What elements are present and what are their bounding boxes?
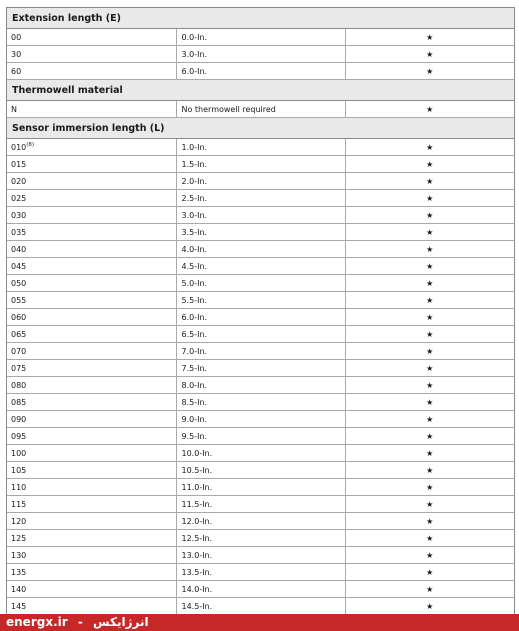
table-row	[7, 258, 514, 275]
option-code-cell	[7, 207, 176, 224]
option-code: 010	[11, 143, 27, 152]
section-header	[7, 8, 514, 29]
table-row	[7, 63, 514, 80]
table-row	[7, 360, 514, 377]
option-description: 3.0-In.	[176, 207, 345, 224]
option-description: 1.0-In.	[176, 139, 345, 156]
option-description: 3.5-In.	[176, 224, 345, 241]
star-icon: ★	[345, 101, 514, 118]
option-code-cell	[7, 479, 176, 496]
option-code-cell	[7, 326, 176, 343]
option-code: 115	[11, 499, 27, 509]
table-row	[7, 513, 514, 530]
option-code: 120	[11, 516, 27, 526]
star-icon: ★	[345, 156, 514, 173]
option-code-cell	[7, 513, 176, 530]
table-row	[7, 428, 514, 445]
option-description: 9.0-In.	[176, 411, 345, 428]
option-description: 2.5-In.	[176, 190, 345, 207]
star-icon: ★	[345, 547, 514, 564]
star-icon: ★	[345, 445, 514, 462]
star-icon: ★	[345, 258, 514, 275]
option-code-cell	[7, 46, 176, 63]
option-code-cell	[7, 360, 176, 377]
option-description: 12.5-In.	[176, 530, 345, 547]
option-description: 11.5-In.	[176, 496, 345, 513]
table-row	[7, 29, 514, 46]
table-row	[7, 394, 514, 411]
star-icon: ★	[345, 377, 514, 394]
option-code: 060	[11, 312, 27, 322]
option-description: 4.5-In.	[176, 258, 345, 275]
option-code-cell	[7, 445, 176, 462]
option-code: 070	[11, 346, 27, 356]
option-description: 14.5-In.	[176, 598, 345, 615]
option-description: 8.5-In.	[176, 394, 345, 411]
table-row	[7, 190, 514, 207]
star-icon: ★	[345, 564, 514, 581]
option-description: 1.5-In.	[176, 156, 345, 173]
option-description: 4.0-In.	[176, 241, 345, 258]
option-description: 3.0-In.	[176, 46, 345, 63]
table-row	[7, 326, 514, 343]
table-row	[7, 241, 514, 258]
option-code: 140	[11, 584, 27, 594]
option-code-cell	[7, 598, 176, 615]
option-code-cell	[7, 224, 176, 241]
option-description: 0.0-In.	[176, 29, 345, 46]
option-description: 6.0-In.	[176, 63, 345, 80]
option-code-cell	[7, 564, 176, 581]
option-description: 6.5-In.	[176, 326, 345, 343]
table-row	[7, 46, 514, 63]
option-description: 10.0-In.	[176, 445, 345, 462]
table-row	[7, 343, 514, 360]
option-description: 14.0-In.	[176, 581, 345, 598]
option-description: 12.0-In.	[176, 513, 345, 530]
table-row	[7, 598, 514, 615]
option-description: 8.0-In.	[176, 377, 345, 394]
option-code-cell	[7, 581, 176, 598]
table-row	[7, 173, 514, 190]
option-code-cell	[7, 173, 176, 190]
star-icon: ★	[345, 173, 514, 190]
option-code: N	[11, 104, 17, 114]
option-code-cell	[7, 394, 176, 411]
section-title: Thermowell material	[7, 80, 514, 101]
star-icon: ★	[345, 190, 514, 207]
footnote-ref: (8)	[26, 142, 35, 148]
star-icon: ★	[345, 63, 514, 80]
star-icon: ★	[345, 29, 514, 46]
option-description: 9.5-In.	[176, 428, 345, 445]
star-icon: ★	[345, 428, 514, 445]
star-icon: ★	[345, 139, 514, 156]
star-icon: ★	[345, 309, 514, 326]
table-row	[7, 479, 514, 496]
option-code-cell	[7, 530, 176, 547]
option-description: 13.5-In.	[176, 564, 345, 581]
option-code-cell	[7, 63, 176, 80]
option-code-cell	[7, 343, 176, 360]
option-code-cell	[7, 258, 176, 275]
star-icon: ★	[345, 343, 514, 360]
star-icon: ★	[345, 411, 514, 428]
star-icon: ★	[345, 581, 514, 598]
star-icon: ★	[345, 479, 514, 496]
table-row	[7, 139, 514, 156]
star-icon: ★	[345, 326, 514, 343]
option-description: 11.0-In.	[176, 479, 345, 496]
table-row	[7, 101, 514, 118]
option-code: 045	[11, 261, 27, 271]
watermark-name: انرژایکس	[93, 615, 149, 629]
option-code-cell	[7, 190, 176, 207]
star-icon: ★	[345, 360, 514, 377]
option-code-cell	[7, 292, 176, 309]
option-description: 6.0-In.	[176, 309, 345, 326]
option-code-cell	[7, 428, 176, 445]
options-table	[7, 7, 514, 615]
option-code: 025	[11, 193, 27, 203]
section-header	[7, 118, 514, 139]
table-row	[7, 292, 514, 309]
option-description: 7.5-In.	[176, 360, 345, 377]
table-row	[7, 581, 514, 598]
table-row	[7, 547, 514, 564]
option-code: 075	[11, 363, 27, 373]
option-code: 110	[11, 482, 27, 492]
option-description: 13.0-In.	[176, 547, 345, 564]
option-description: 5.0-In.	[176, 275, 345, 292]
option-description: 10.5-In.	[176, 462, 345, 479]
star-icon: ★	[345, 513, 514, 530]
table-row	[7, 224, 514, 241]
star-icon: ★	[345, 462, 514, 479]
watermark-banner	[0, 614, 519, 631]
option-code: 030	[11, 210, 27, 220]
option-description: 7.0-In.	[176, 343, 345, 360]
options-table-body	[7, 8, 514, 615]
table-row	[7, 275, 514, 292]
table-row	[7, 496, 514, 513]
table-row	[7, 445, 514, 462]
options-table-container	[6, 7, 515, 615]
table-row	[7, 564, 514, 581]
option-description: 5.5-In.	[176, 292, 345, 309]
table-row	[7, 377, 514, 394]
option-code-cell	[7, 101, 176, 118]
star-icon: ★	[345, 241, 514, 258]
option-code-cell	[7, 377, 176, 394]
option-code-cell	[7, 156, 176, 173]
section-title: Sensor immersion length (L)	[7, 118, 514, 139]
option-code: 085	[11, 397, 27, 407]
option-code-cell	[7, 139, 176, 156]
table-row	[7, 207, 514, 224]
option-code: 125	[11, 533, 27, 543]
option-code-cell	[7, 462, 176, 479]
watermark-separator: -	[77, 615, 83, 629]
table-row	[7, 530, 514, 547]
option-code: 130	[11, 550, 27, 560]
option-code: 055	[11, 295, 27, 305]
option-code: 065	[11, 329, 27, 339]
option-description: No thermowell required	[176, 101, 345, 118]
option-code: 60	[11, 66, 22, 76]
star-icon: ★	[345, 46, 514, 63]
option-code: 30	[11, 49, 22, 59]
option-code: 050	[11, 278, 27, 288]
star-icon: ★	[345, 496, 514, 513]
option-code: 00	[11, 32, 22, 42]
star-icon: ★	[345, 530, 514, 547]
option-code-cell	[7, 547, 176, 564]
option-code: 080	[11, 380, 27, 390]
section-title: Extension length (E)	[7, 8, 514, 29]
star-icon: ★	[345, 275, 514, 292]
table-row	[7, 462, 514, 479]
star-icon: ★	[345, 394, 514, 411]
option-code: 135	[11, 567, 27, 577]
option-code-cell	[7, 241, 176, 258]
option-code-cell	[7, 29, 176, 46]
option-code-cell	[7, 496, 176, 513]
option-code-cell	[7, 411, 176, 428]
star-icon: ★	[345, 598, 514, 615]
option-code: 090	[11, 414, 27, 424]
star-icon: ★	[345, 224, 514, 241]
section-header	[7, 80, 514, 101]
option-code: 040	[11, 244, 27, 254]
option-code: 105	[11, 465, 27, 475]
star-icon: ★	[345, 292, 514, 309]
table-row	[7, 411, 514, 428]
option-code: 145	[11, 601, 27, 611]
table-row	[7, 309, 514, 326]
option-description: 2.0-In.	[176, 173, 345, 190]
option-code-cell	[7, 275, 176, 292]
star-icon: ★	[345, 207, 514, 224]
option-code: 015	[11, 159, 27, 169]
option-code-cell	[7, 309, 176, 326]
option-code: 020	[11, 176, 27, 186]
option-code: 035	[11, 227, 27, 237]
watermark-domain: energx.ir	[6, 615, 68, 629]
option-code: 100	[11, 448, 27, 458]
option-code: 095	[11, 431, 27, 441]
table-row	[7, 156, 514, 173]
